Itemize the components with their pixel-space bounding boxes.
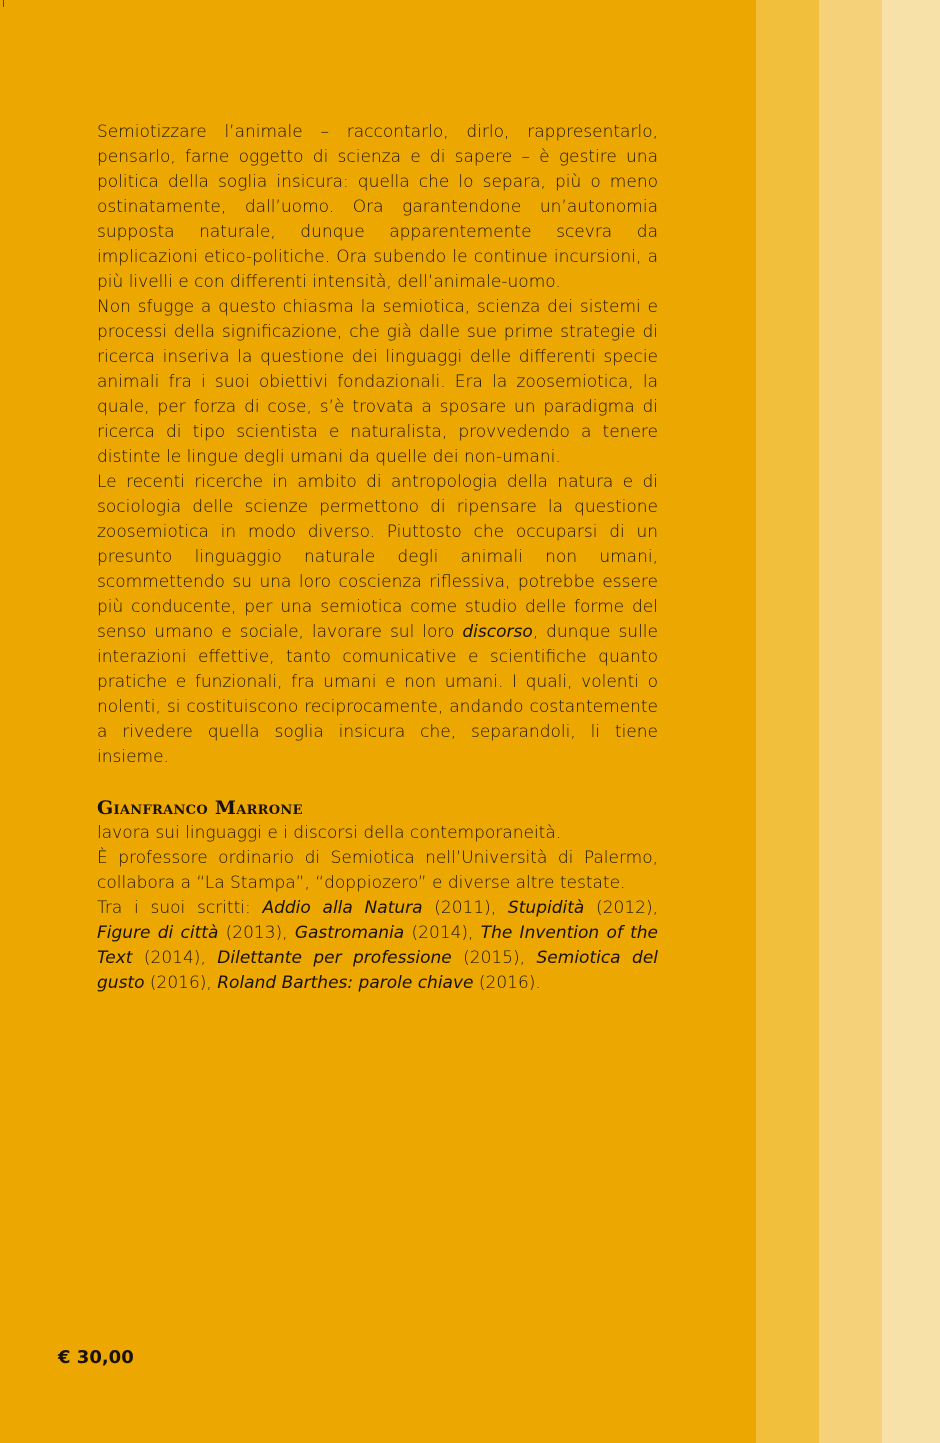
author-bio	[97, 796, 658, 996]
work-title: Dilettante per professione	[217, 948, 452, 968]
work-title: Stupidità	[507, 898, 585, 918]
work-title: The Invention of the Text	[97, 923, 659, 968]
blurb-paragraph-1: Semiotizzare l’animale – raccontarlo, dirlo, rappresentarlo, pensarlo, farne oggetto di scienza e di sapere – è gestire una politica della soglia insicura: quella che lo separa, più o meno ostinatamente, dall’uomo. Ora garantendone un’autonomia supposta naturale, dunque apparentemente scevra da implicazioni etico-politiche. Ora subendo le continue incursioni, a più livelli e con differenti intensità, dell’animale-uomo.	[97, 122, 658, 292]
work-title: Addio alla Natura	[262, 898, 423, 918]
work-title: Gastromania	[294, 923, 405, 943]
work-year: (2014),	[404, 923, 481, 943]
blurb-paragraph-3	[97, 470, 658, 770]
work-year: (2014),	[132, 948, 218, 968]
color-stripe-2	[819, 0, 882, 1443]
work-year: (2011),	[422, 898, 508, 918]
work-title: Roland Barthes: parole chiave	[217, 973, 474, 993]
author-bio-line-1: lavora sui linguaggi e i discorsi della contemporaneità.	[97, 823, 562, 843]
work-title: Semiotica del gusto	[97, 948, 659, 993]
author-works	[97, 896, 658, 996]
crop-mark	[3, 0, 4, 7]
blurb-paragraph-3-after: , dunque sulle interazioni effettive, tanto comunicative e scientifiche quanto pratiche e funzionali, fra umani e non umani. I quali, volenti o nolenti, si costituiscono reciprocamente, andando costantemente a rivedere quella soglia insicura che, separandoli, li tiene insieme.	[97, 622, 658, 767]
work-year: (2012),	[584, 898, 658, 918]
back-cover-text	[97, 120, 658, 996]
author-name: Gianfranco Marrone	[97, 797, 303, 819]
color-stripe-1	[756, 0, 819, 1443]
blurb-paragraph-3-before: Le recenti ricerche in ambito di antropologia della natura e di sociologia delle scienze permettono di ripensare la questione zoosemiotica in modo diverso. Piuttosto che occuparsi di un presunto linguaggio naturale degli animali non umani, scommettendo su una loro coscienza riflessiva, potrebbe essere più conducente, per una semiotica come studio delle forme del senso umano e sociale, lavorare sul loro	[97, 472, 658, 642]
price-label: € 30,00	[58, 1347, 134, 1368]
blurb-emphasis: discorso	[462, 622, 533, 642]
blurb-paragraph-2: Non sfugge a questo chiasma la semiotica, scienza dei sistemi e processi della significazione, che già dalle sue prime strategie di ricerca inseriva la questione dei linguaggi delle differenti specie animali fra i suoi obiettivi fondazionali. Era la zoosemiotica, la quale, per forza di cose, s’è trovata a sposare un paradigma di ricerca di tipo scientista e naturalista, provvedendo a tenere distinte le lingue degli umani da quelle dei non-umani.	[97, 297, 658, 467]
work-year: (2016).	[473, 973, 541, 993]
work-title: Figure di città	[97, 923, 219, 943]
author-bio-line-2: È professore ordinario di Semiotica nell’Università di Palermo, collabora a “La Stampa”, “doppiozero” e diverse altre testate.	[97, 848, 658, 893]
works-intro: Tra i suoi scritti:	[97, 898, 263, 918]
work-year: (2016),	[144, 973, 218, 993]
work-year: (2013),	[218, 923, 295, 943]
color-stripe-3	[882, 0, 940, 1443]
work-year: (2015),	[451, 948, 537, 968]
